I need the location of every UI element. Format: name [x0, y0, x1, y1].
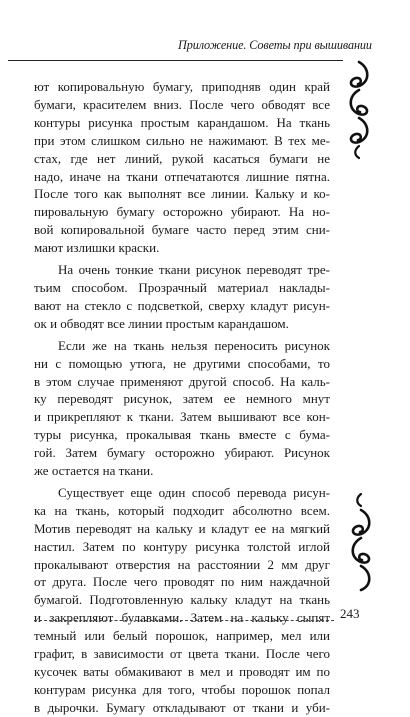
- text-line: ют копировальную бумагу, приподняв один край: [34, 79, 330, 94]
- paragraph-1: [34, 78, 330, 257]
- text-line: пировальную бумагу осторожно убирают. На но-: [34, 204, 330, 220]
- text-line: же остается на ткани.: [34, 463, 154, 479]
- text-line: ни с помощью утюга, не другими способами, то: [34, 355, 330, 371]
- text-line: ка на ткань, который подходит абсолютно всем.: [34, 502, 330, 518]
- text-line: мают излишки краски.: [34, 240, 160, 256]
- text-line: кусочек ваты обмакивают в мел и проводят им по: [34, 664, 330, 679]
- paragraph-3: [34, 337, 330, 480]
- scroll-ornament-icon: [344, 60, 374, 160]
- text-line: ку переводят рисунок, затем ее немного мнут: [34, 391, 330, 407]
- text-line: в этом случае применяют другой способ. На каль-: [34, 373, 330, 389]
- header-rule: [8, 60, 343, 61]
- text-line: гой. Затем бумагу осторожно убирают. Рисунок: [34, 445, 330, 461]
- text-line: После того как выполнят все линии. Кальку и ко-: [34, 186, 330, 202]
- text-line: темный или белый порошок, например, мел или: [34, 628, 330, 644]
- footer-rule: [34, 620, 334, 621]
- text-line: ок и обводят все линии простым карандашом.: [34, 315, 289, 331]
- text-line: и прикрепляют к ткани. Затем вышивают все кон-: [34, 409, 330, 425]
- text-line: На очень тонкие ткани рисунок переводят тре-: [58, 262, 330, 278]
- text-line: от друга. После чего проводят по ним наждачной: [34, 574, 330, 590]
- text-line: контурам рисунка для того, чтобы порошок попал: [34, 681, 330, 697]
- text-line: надо, иначе на ткани отпечатаются лишние пятна.: [34, 168, 330, 184]
- paragraph-2: [34, 261, 330, 333]
- page-number: 243: [340, 606, 360, 621]
- text-line: вают на стекло с подсветкой, сверху кладут рисун-: [34, 297, 330, 313]
- paragraph-4: [34, 484, 330, 717]
- text-line: стах, где нет линий, рукой касаться бумаги не: [34, 150, 330, 166]
- running-header: Приложение. Советы при вышивании: [178, 38, 372, 52]
- text-line: бумаги, красителем вниз. После чего обводят все: [34, 96, 330, 112]
- text-line: в дырочки. Бумагу откладывают от ткани и уби-: [34, 699, 330, 715]
- text-line: Существует еще один способ перевода рисун-: [58, 484, 330, 500]
- text-line: Мотив переводят на кальку и кладут ее на мягкий: [34, 520, 330, 536]
- text-line: туры рисунка, прокалывая ткань вместе с бума-: [34, 427, 330, 443]
- text-line: контуры рисунка простым карандашом. На ткань: [34, 114, 330, 130]
- text-line: и закрепляют булавками. Затем на кальку сыпят: [34, 610, 330, 626]
- text-line: настил. Затем по контуру рисунка толстой иглой: [34, 538, 330, 554]
- scroll-ornament-icon: [346, 492, 376, 592]
- text-line: вой копировальной бумаге часто перед этим сни-: [34, 222, 330, 238]
- text-line: при этом слишком сильно не нажимают. В тех ме-: [34, 132, 330, 148]
- text-line: графит, в зависимости от цвета ткани. После чего: [34, 646, 330, 662]
- text-line: тьим способом. Прозрачный материал наклады-: [34, 279, 330, 295]
- text-line: Если же на ткань нельзя переносить рисунок: [58, 337, 330, 353]
- text-line: прокалывают отверстия на расстоянии 2 мм друг: [34, 556, 330, 572]
- text-line: бумагой. Подготовленную кальку кладут на ткань: [34, 592, 330, 608]
